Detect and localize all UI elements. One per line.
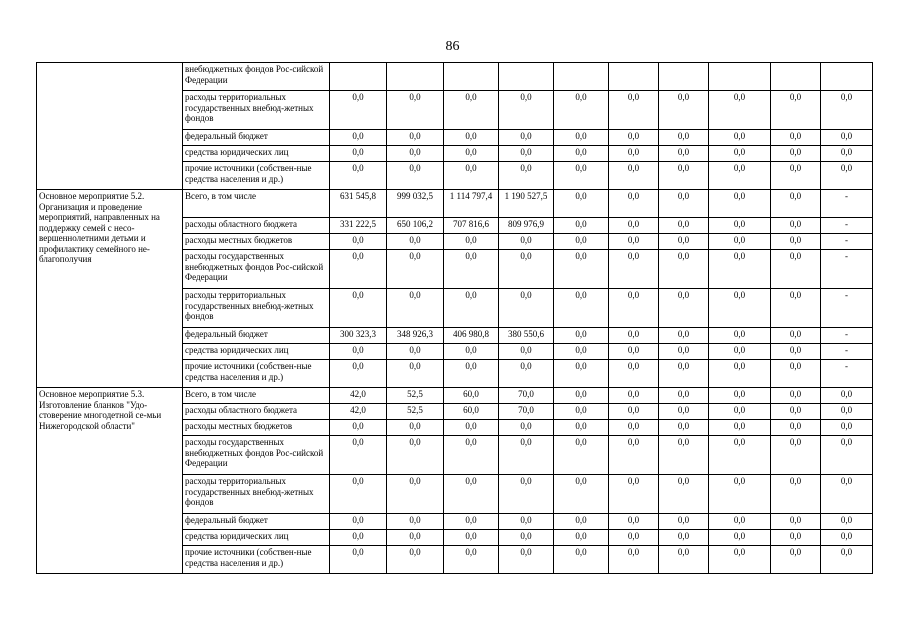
value-cell	[387, 63, 444, 91]
value-cell: 0,0	[709, 250, 771, 289]
value-cell: 0,0	[554, 360, 609, 388]
value-cell: 0,0	[330, 546, 387, 574]
funding-source-cell: Всего, в том числе	[183, 388, 330, 404]
value-cell: 0,0	[771, 289, 821, 328]
value-cell: 0,0	[330, 289, 387, 328]
value-cell: 631 545,8	[330, 190, 387, 218]
value-cell	[659, 63, 709, 91]
value-cell: -	[821, 289, 873, 328]
value-cell: 0,0	[659, 146, 709, 162]
page-number: 86	[445, 39, 460, 54]
value-cell: 52,5	[387, 388, 444, 404]
value-cell: -	[821, 234, 873, 250]
funding-source-cell: прочие источники (собствен-ные средства населения и др.)	[183, 546, 330, 574]
value-cell: 52,5	[387, 404, 444, 420]
value-cell: 380 550,6	[499, 328, 554, 344]
value-cell: 0,0	[554, 289, 609, 328]
value-cell: 0,0	[821, 436, 873, 475]
value-cell: 0,0	[709, 218, 771, 234]
value-cell: 0,0	[609, 546, 659, 574]
value-cell	[821, 63, 873, 91]
value-cell: 60,0	[444, 404, 499, 420]
value-cell: 0,0	[709, 546, 771, 574]
value-cell: 42,0	[330, 388, 387, 404]
value-cell: 0,0	[659, 190, 709, 218]
value-cell: 0,0	[499, 91, 554, 130]
value-cell: 0,0	[709, 388, 771, 404]
value-cell: 0,0	[330, 162, 387, 190]
value-cell: 0,0	[330, 234, 387, 250]
value-cell: 0,0	[499, 360, 554, 388]
value-cell: 0,0	[771, 530, 821, 546]
value-cell: 0,0	[554, 250, 609, 289]
value-cell: 0,0	[554, 475, 609, 514]
value-cell: 0,0	[659, 388, 709, 404]
value-cell: 0,0	[387, 420, 444, 436]
value-cell: 0,0	[709, 344, 771, 360]
value-cell: 0,0	[444, 420, 499, 436]
value-cell: 650 106,2	[387, 218, 444, 234]
value-cell: 0,0	[444, 530, 499, 546]
value-cell: 0,0	[554, 388, 609, 404]
value-cell: 0,0	[821, 146, 873, 162]
value-cell: 0,0	[659, 404, 709, 420]
funding-source-cell: расходы государственных внебюджетных фондов Рос-сийской Федерации	[183, 436, 330, 475]
value-cell: 0,0	[771, 190, 821, 218]
value-cell: 0,0	[659, 514, 709, 530]
value-cell: -	[821, 328, 873, 344]
value-cell: 0,0	[387, 146, 444, 162]
value-cell: 0,0	[387, 91, 444, 130]
value-cell: 0,0	[709, 91, 771, 130]
value-cell: 0,0	[609, 475, 659, 514]
value-cell: 42,0	[330, 404, 387, 420]
value-cell: 0,0	[659, 436, 709, 475]
value-cell: 0,0	[771, 436, 821, 475]
value-cell: 70,0	[499, 404, 554, 420]
value-cell: 0,0	[771, 218, 821, 234]
value-cell: -	[821, 344, 873, 360]
value-cell	[554, 63, 609, 91]
value-cell: 0,0	[659, 91, 709, 130]
value-cell: 1 190 527,5	[499, 190, 554, 218]
value-cell: 0,0	[554, 546, 609, 574]
value-cell: 0,0	[821, 404, 873, 420]
value-cell: 0,0	[499, 530, 554, 546]
funding-source-cell: расходы территориальных государственных внебюд-жетных фондов	[183, 475, 330, 514]
value-cell: 0,0	[499, 546, 554, 574]
value-cell: 0,0	[387, 162, 444, 190]
value-cell: 0,0	[609, 289, 659, 328]
value-cell: 0,0	[659, 250, 709, 289]
value-cell: 0,0	[330, 146, 387, 162]
value-cell	[609, 63, 659, 91]
value-cell: 406 980,8	[444, 328, 499, 344]
value-cell: 0,0	[499, 344, 554, 360]
value-cell: 0,0	[659, 546, 709, 574]
funding-source-cell: средства юридических лиц	[183, 530, 330, 546]
value-cell: 0,0	[554, 162, 609, 190]
value-cell: 707 816,6	[444, 218, 499, 234]
value-cell: 0,0	[821, 162, 873, 190]
value-cell: 0,0	[709, 234, 771, 250]
value-cell: 0,0	[444, 436, 499, 475]
value-cell: 0,0	[709, 190, 771, 218]
table-row	[37, 190, 873, 218]
table-row	[37, 388, 873, 404]
funding-source-cell: прочие источники (собствен-ные средства населения и др.)	[183, 162, 330, 190]
funding-source-cell: расходы государственных внебюджетных фондов Рос-сийской Федерации	[183, 250, 330, 289]
value-cell: 0,0	[821, 91, 873, 130]
value-cell: 0,0	[554, 234, 609, 250]
value-cell: 0,0	[709, 475, 771, 514]
value-cell: 0,0	[444, 475, 499, 514]
value-cell: 0,0	[771, 546, 821, 574]
value-cell: 0,0	[387, 360, 444, 388]
activity-name-cell: Основное мероприятие 5.3. Изготовление бланков "Удо-стоверение многодетной се-мьи Нижегородской области"	[37, 388, 183, 574]
value-cell: 0,0	[709, 404, 771, 420]
funding-source-cell: федеральный бюджет	[183, 328, 330, 344]
value-cell: 0,0	[499, 289, 554, 328]
value-cell: 0,0	[554, 130, 609, 146]
value-cell: 0,0	[609, 514, 659, 530]
value-cell: 0,0	[609, 360, 659, 388]
value-cell: 0,0	[771, 388, 821, 404]
value-cell: 0,0	[771, 91, 821, 130]
value-cell: 0,0	[387, 289, 444, 328]
value-cell: -	[821, 218, 873, 234]
value-cell: 0,0	[444, 360, 499, 388]
value-cell	[444, 63, 499, 91]
value-cell: 0,0	[554, 514, 609, 530]
value-cell: 0,0	[330, 344, 387, 360]
value-cell: 0,0	[709, 436, 771, 475]
value-cell: 0,0	[444, 130, 499, 146]
value-cell: 0,0	[499, 146, 554, 162]
value-cell: 0,0	[771, 130, 821, 146]
value-cell: 0,0	[609, 404, 659, 420]
value-cell: 0,0	[771, 514, 821, 530]
value-cell: 0,0	[609, 146, 659, 162]
value-cell: 0,0	[499, 234, 554, 250]
value-cell: 0,0	[771, 420, 821, 436]
value-cell: 0,0	[771, 475, 821, 514]
value-cell: 0,0	[499, 130, 554, 146]
value-cell: 0,0	[609, 530, 659, 546]
value-cell	[771, 63, 821, 91]
value-cell: 0,0	[821, 130, 873, 146]
value-cell: 0,0	[499, 250, 554, 289]
value-cell: 0,0	[609, 328, 659, 344]
value-cell: 809 976,9	[499, 218, 554, 234]
value-cell: 0,0	[609, 234, 659, 250]
value-cell: 0,0	[554, 146, 609, 162]
funding-source-cell: расходы областного бюджета	[183, 218, 330, 234]
value-cell: 0,0	[659, 218, 709, 234]
funding-source-cell: федеральный бюджет	[183, 130, 330, 146]
value-cell: 0,0	[387, 250, 444, 289]
value-cell: 0,0	[330, 514, 387, 530]
value-cell: 0,0	[609, 130, 659, 146]
value-cell: 0,0	[771, 250, 821, 289]
value-cell: 0,0	[499, 475, 554, 514]
value-cell	[499, 63, 554, 91]
value-cell: 0,0	[330, 250, 387, 289]
funding-source-cell: внебюджетных фондов Рос-сийской Федерации	[183, 63, 330, 91]
value-cell: 0,0	[554, 344, 609, 360]
value-cell: -	[821, 250, 873, 289]
funding-source-cell: прочие источники (собствен-ные средства населения и др.)	[183, 360, 330, 388]
value-cell: 0,0	[330, 530, 387, 546]
value-cell: 348 926,3	[387, 328, 444, 344]
value-cell: 999 032,5	[387, 190, 444, 218]
value-cell: 0,0	[771, 146, 821, 162]
value-cell: 0,0	[444, 344, 499, 360]
value-cell: 0,0	[554, 436, 609, 475]
value-cell: 0,0	[554, 218, 609, 234]
value-cell: 0,0	[444, 234, 499, 250]
value-cell: 0,0	[499, 514, 554, 530]
value-cell: 0,0	[821, 530, 873, 546]
value-cell: 0,0	[709, 289, 771, 328]
value-cell: 0,0	[387, 130, 444, 146]
table-row	[37, 63, 873, 91]
value-cell: 0,0	[659, 530, 709, 546]
value-cell: 0,0	[387, 546, 444, 574]
value-cell: 0,0	[444, 546, 499, 574]
funding-source-cell: расходы местных бюджетов	[183, 420, 330, 436]
value-cell: 0,0	[771, 234, 821, 250]
value-cell: 0,0	[771, 360, 821, 388]
funding-source-cell: расходы территориальных государственных внебюд-жетных фондов	[183, 91, 330, 130]
value-cell: 0,0	[387, 234, 444, 250]
value-cell: 0,0	[554, 328, 609, 344]
value-cell: 0,0	[330, 91, 387, 130]
activity-name-cell: Основное мероприятие 5.2. Организация и проведение мероприятий, направленных на поддержку семей с несо-вершеннолетними детьми и профилактику семейного не-благополучия	[37, 190, 183, 388]
value-cell: 0,0	[709, 420, 771, 436]
activity-name-cell	[37, 63, 183, 190]
value-cell: 0,0	[609, 91, 659, 130]
value-cell: 0,0	[609, 420, 659, 436]
value-cell: 0,0	[554, 91, 609, 130]
value-cell: 0,0	[609, 436, 659, 475]
value-cell: 0,0	[659, 162, 709, 190]
value-cell: 0,0	[709, 530, 771, 546]
value-cell: 0,0	[609, 250, 659, 289]
value-cell: 0,0	[330, 436, 387, 475]
value-cell: 0,0	[444, 91, 499, 130]
value-cell: 0,0	[499, 436, 554, 475]
value-cell: 0,0	[609, 190, 659, 218]
value-cell: 0,0	[771, 344, 821, 360]
value-cell: 0,0	[771, 162, 821, 190]
value-cell: 0,0	[709, 360, 771, 388]
value-cell: -	[821, 190, 873, 218]
funding-source-cell: Всего, в том числе	[183, 190, 330, 218]
value-cell: 331 222,5	[330, 218, 387, 234]
value-cell: 300 323,3	[330, 328, 387, 344]
value-cell: 0,0	[659, 289, 709, 328]
value-cell: 0,0	[709, 130, 771, 146]
funding-source-cell: расходы территориальных государственных внебюд-жетных фондов	[183, 289, 330, 328]
value-cell: 0,0	[709, 162, 771, 190]
value-cell: 0,0	[554, 530, 609, 546]
value-cell	[330, 63, 387, 91]
value-cell: 0,0	[709, 328, 771, 344]
value-cell: 0,0	[330, 360, 387, 388]
value-cell: 0,0	[554, 420, 609, 436]
value-cell: 0,0	[821, 420, 873, 436]
value-cell: 0,0	[659, 420, 709, 436]
value-cell: 0,0	[659, 234, 709, 250]
value-cell: 0,0	[821, 475, 873, 514]
value-cell: 0,0	[387, 436, 444, 475]
value-cell: 0,0	[709, 514, 771, 530]
value-cell: 0,0	[659, 360, 709, 388]
value-cell: 0,0	[330, 475, 387, 514]
value-cell: 0,0	[444, 289, 499, 328]
value-cell: 0,0	[387, 530, 444, 546]
value-cell: 0,0	[659, 344, 709, 360]
funding-source-cell: расходы местных бюджетов	[183, 234, 330, 250]
value-cell: 0,0	[554, 190, 609, 218]
value-cell	[709, 63, 771, 91]
value-cell: 0,0	[330, 420, 387, 436]
value-cell: 0,0	[444, 250, 499, 289]
value-cell: 0,0	[444, 146, 499, 162]
value-cell: 0,0	[709, 146, 771, 162]
value-cell: 70,0	[499, 388, 554, 404]
value-cell: 1 114 797,4	[444, 190, 499, 218]
value-cell: 0,0	[330, 130, 387, 146]
value-cell: 0,0	[554, 404, 609, 420]
value-cell: 0,0	[821, 546, 873, 574]
value-cell: 0,0	[659, 328, 709, 344]
value-cell: 0,0	[444, 162, 499, 190]
value-cell: 0,0	[771, 328, 821, 344]
budget-table	[36, 62, 873, 574]
value-cell: 0,0	[609, 218, 659, 234]
value-cell: 0,0	[387, 514, 444, 530]
value-cell: 0,0	[499, 420, 554, 436]
funding-source-cell: федеральный бюджет	[183, 514, 330, 530]
funding-source-cell: средства юридических лиц	[183, 344, 330, 360]
value-cell: 0,0	[659, 130, 709, 146]
value-cell: 0,0	[609, 388, 659, 404]
value-cell: 0,0	[387, 344, 444, 360]
value-cell: 0,0	[771, 404, 821, 420]
value-cell: 0,0	[609, 344, 659, 360]
value-cell: 0,0	[444, 514, 499, 530]
value-cell: 0,0	[499, 162, 554, 190]
value-cell: 0,0	[609, 162, 659, 190]
value-cell: -	[821, 360, 873, 388]
value-cell: 0,0	[387, 475, 444, 514]
funding-source-cell: средства юридических лиц	[183, 146, 330, 162]
value-cell: 0,0	[659, 475, 709, 514]
value-cell: 60,0	[444, 388, 499, 404]
value-cell: 0,0	[821, 388, 873, 404]
value-cell: 0,0	[821, 514, 873, 530]
funding-source-cell: расходы областного бюджета	[183, 404, 330, 420]
